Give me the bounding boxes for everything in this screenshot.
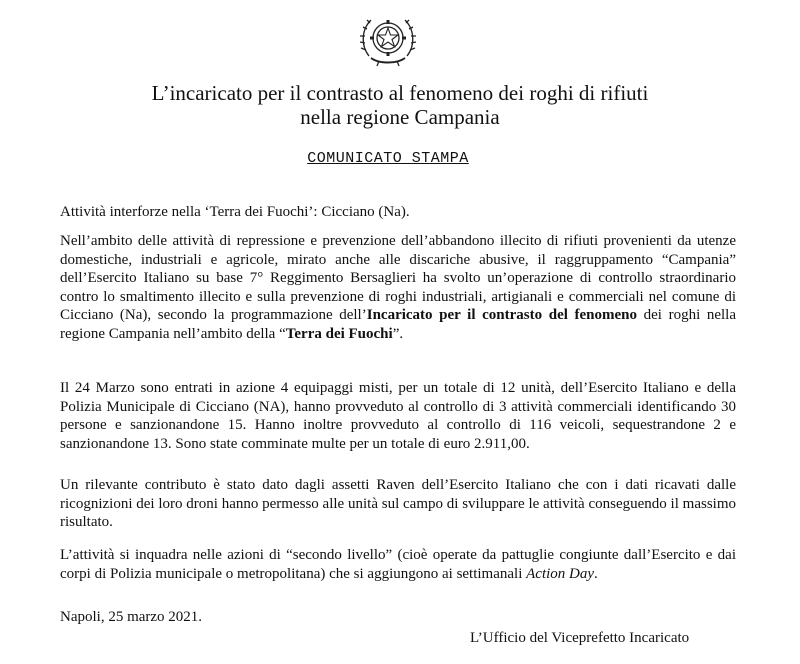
document-title-line2: nella regione Campania (300, 105, 500, 129)
paragraph-1-text-b: dei roghi nella regione Campania nell’ambito della “ (60, 307, 737, 342)
paragraph-1-bold-a: Incaricato per il contrasto del fenomeno (366, 307, 638, 323)
document-title-line1: L’incaricato per il contrasto al fenomeno dei roghi di rifiuti (151, 81, 649, 105)
paragraph-1 (60, 232, 736, 343)
paragraph-4-text: L’attività si inquadra nelle azioni di “secondo livello” (cioè operate da pattuglie congiunte dall’Esercito e dai corpi di Polizia municipale o metropolitana) che si aggiungono ai settimanali (60, 547, 736, 582)
paragraph-3: Un rilevante contributo è stato dato dagli assetti Raven dell’Esercito Italiano che con i dati ricavati dalle ricognizioni dei loro droni hanno permesso alle unità sul campo di sviluppare le attività conseguendo il massimo risultato. (60, 477, 736, 530)
paragraph-2: Il 24 Marzo sono entrati in azione 4 equipaggi misti, per un totale di 12 unità, dell’Esercito Italiano e della Polizia Municipale di Cicciano (NA), hanno provveduto al controllo di 3 attività commerciali identificando 30 persone e sanzionandone 15. Hanno inoltre provveduto al controllo di 116 veicoli, sequestrandone 2 e sanzionandone 13. Sono state comminate multe per un totale di euro 2.911,00. (60, 380, 736, 452)
paragraph-1-text-c: ”. (392, 325, 404, 342)
paragraph-1-bold-b: Terra dei Fuochi (285, 325, 393, 342)
paragraph-1-text-a: Nell’ambito delle attività di repressione e prevenzione dell’abbandono illecito di rifiuti provenienti da utenze domestiche, industriali e agricole, mirato anche alle discariche abusive, il raggruppamento “Campania” dell’Esercito Italiano su base 7° Reggimento Bersaglieri ha svolto un’operazione di controllo straordinario contro lo smaltimento illecito e sulla prevenzione di roghi industriali, artigianali e commerciali nel comune di Cicciano (Na), secondo la programmazione dell’ (60, 233, 736, 323)
signature: L’Ufficio del Viceprefetto Incaricato (470, 630, 690, 646)
subject-line: Attività interforze nella ‘Terra dei Fuochi’: Cicciano (Na). (60, 204, 410, 220)
italian-republic-emblem-icon (357, 8, 419, 70)
paragraph-4-end: . (594, 565, 598, 582)
date-line: Napoli, 25 marzo 2021. (60, 609, 203, 625)
paragraph-4-italic: Action Day (526, 565, 595, 582)
press-release-label: COMUNICATO STAMPA (307, 150, 469, 167)
paragraph-4 (60, 546, 736, 583)
